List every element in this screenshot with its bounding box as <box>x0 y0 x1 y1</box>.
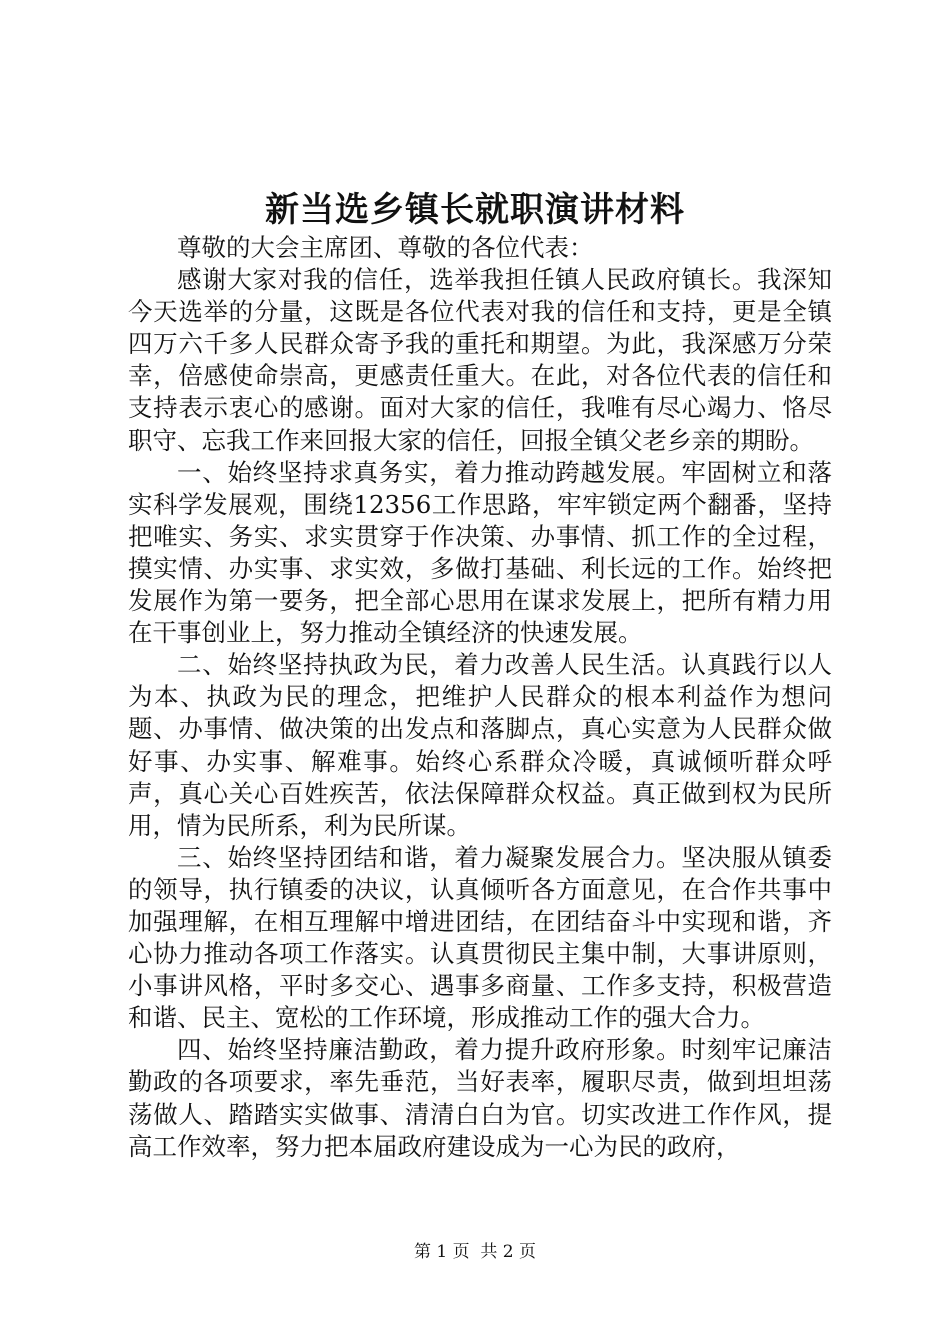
body-paragraph: 二、始终坚持执政为民，着力改善人民生活。认真践行以人为本、执政为民的理念，把维护人民群众的根本利益作为想问题、办事情、做决策的出发点和落脚点，真心实意为人民群众做好事、办实事、解难事。始终心系群众冷暖，真诚倾听群众呼声，真心关心百姓疾苦，依法保障群众权益。真正做到权为民所用，情为民所系，利为民所谋。 <box>128 650 832 840</box>
salutation-paragraph: 尊敬的大会主席团、尊敬的各位代表： <box>177 233 594 262</box>
document-title: 新当选乡镇长就职演讲材料 <box>265 190 685 230</box>
body-paragraph: 感谢大家对我的信任，选举我担任镇人民政府镇长。我深知今天选举的分量，这既是各位代表对我的信任和支持，更是全镇四万六千多人民群众寄予我的重托和期望。为此，我深感万分荣幸，倍感使命崇高，更感责任重大。在此，对各位代表的信任和支持表示衷心的感谢。面对大家的信任，我唯有尽心竭力、恪尽职守、忘我工作来回报大家的信任，回报全镇父老乡亲的期盼。 <box>128 265 832 455</box>
body-paragraph: 三、始终坚持团结和谐，着力凝聚发展合力。坚决服从镇委的领导，执行镇委的决议，认真倾听各方面意见，在合作共事中加强理解，在相互理解中增进团结，在团结奋斗中实现和谐，齐心协力推动各项工作落实。认真贯彻民主集中制，大事讲原则，小事讲风格，平时多交心、遇事多商量、工作多支持，积极营造和谐、民主、宽松的工作环境，形成推动工作的强大合力。 <box>128 842 832 1033</box>
document-body <box>128 232 832 1163</box>
page-footer <box>0 1240 950 1264</box>
page-number-label: 第 1 页 共 2 页 <box>413 1242 537 1262</box>
body-paragraph: 四、始终坚持廉洁勤政，着力提升政府形象。时刻牢记廉洁勤政的各项要求，率先垂范，当好表率，履职尽责，做到坦坦荡荡做人、踏踏实实做事、清清白白为官。切实改进工作作风，提高工作效率，努力把本届政府建设成为一心为民的政府， <box>128 1035 832 1161</box>
body-paragraph: 一、始终坚持求真务实，着力推动跨越发展。牢固树立和落实科学发展观，围绕12356工作思路，牢牢锁定两个翻番，坚持把唯实、务实、求实贯穿于作决策、办事情、抓工作的全过程，摸实情、办实事、求实效，多做打基础、利长远的工作。始终把发展作为第一要务，把全部心思用在谋求发展上，把所有精力用在干事创业上，努力推动全镇经济的快速发展。 <box>128 457 832 648</box>
